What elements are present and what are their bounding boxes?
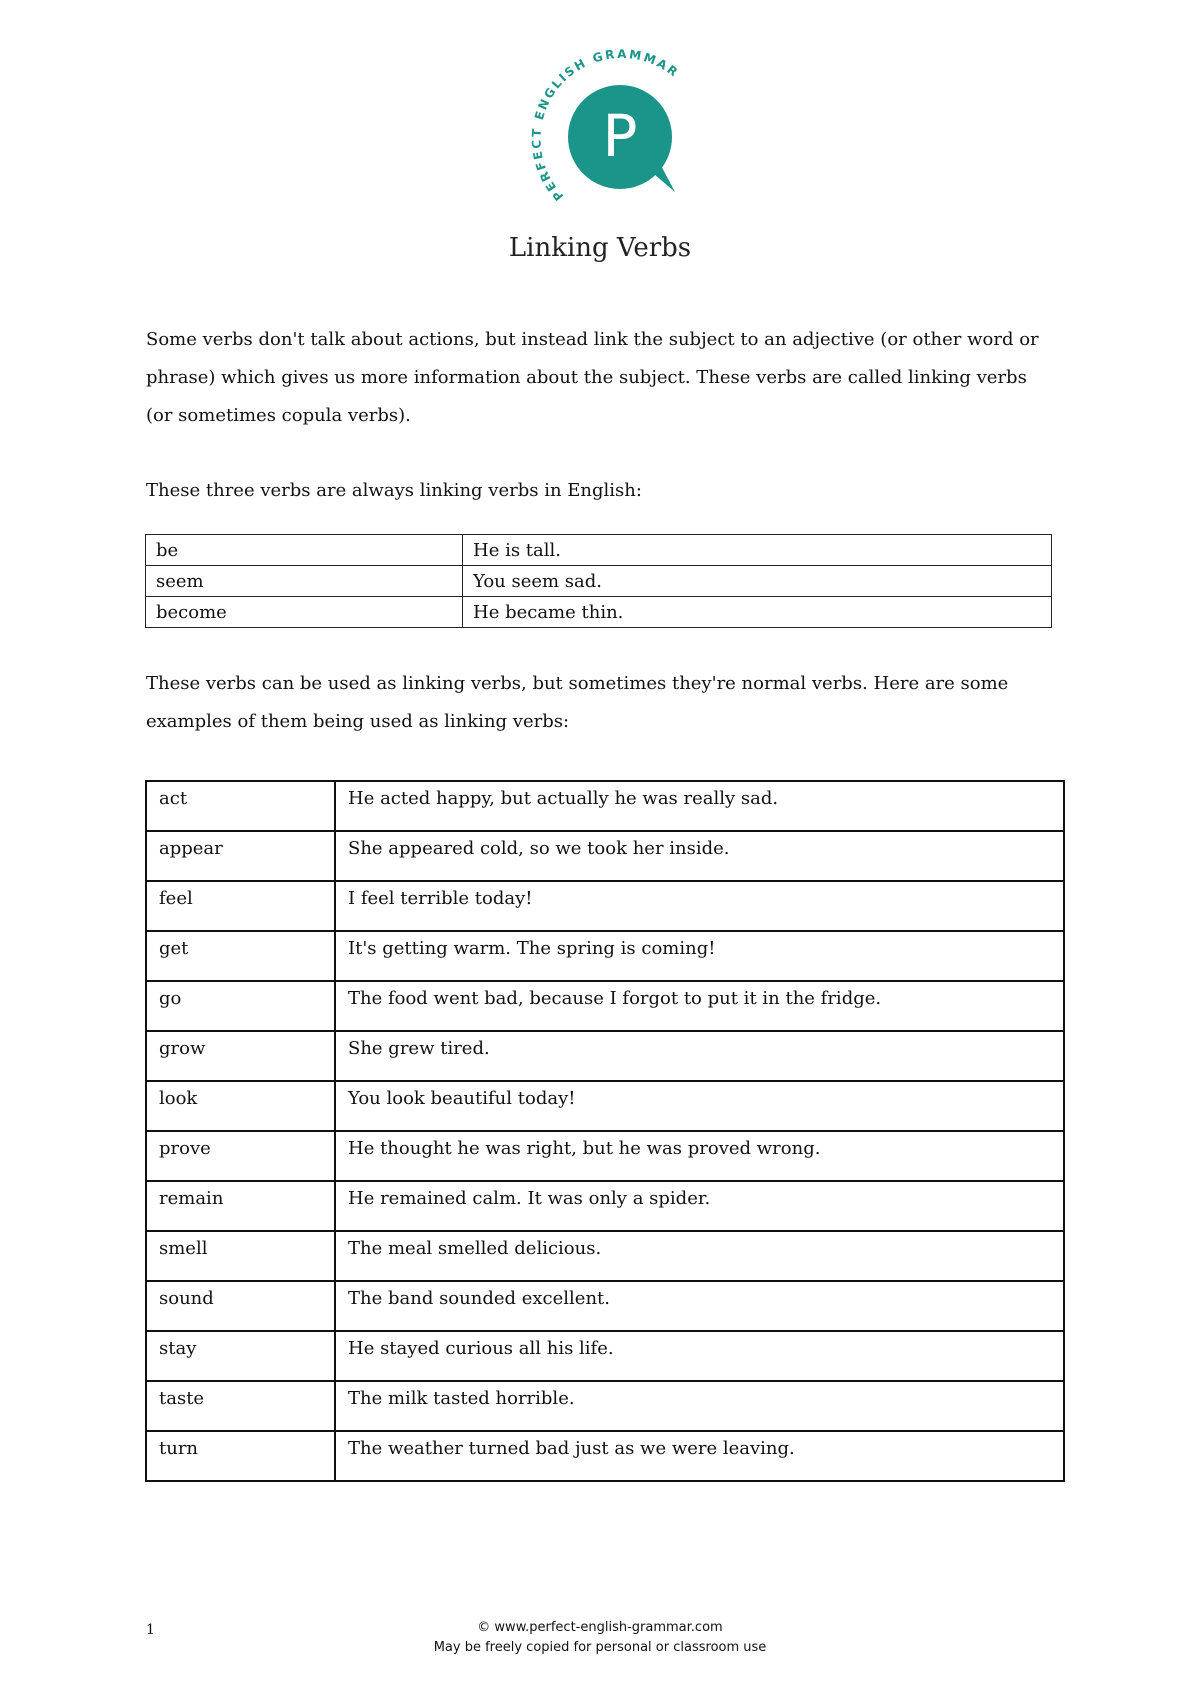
example-cell: It's getting warm. The spring is coming! <box>335 931 1064 981</box>
page-footer <box>0 1618 1200 1658</box>
verb-cell: grow <box>146 1031 335 1081</box>
page-number: 1 <box>146 1622 155 1638</box>
footer-copyright: © www.perfect-english-grammar.com <box>477 1620 723 1635</box>
verb-cell: taste <box>146 1381 335 1431</box>
logo-letter: P <box>602 102 638 170</box>
example-cell: You seem sad. <box>463 566 1052 597</box>
verb-cell: turn <box>146 1431 335 1481</box>
table-row <box>146 1331 1064 1381</box>
example-cell: The meal smelled delicious. <box>335 1231 1064 1281</box>
table-row <box>146 535 1052 566</box>
table-row <box>146 597 1052 628</box>
example-cell: She grew tired. <box>335 1031 1064 1081</box>
table-row <box>146 981 1064 1031</box>
logo-arc-text: PERFECT ENGLISH GRAMMAR <box>529 46 682 204</box>
verb-cell: smell <box>146 1231 335 1281</box>
verb-cell: act <box>146 781 335 831</box>
example-cell: You look beautiful today! <box>335 1081 1064 1131</box>
example-cell: The food went bad, because I forgot to put it in the fridge. <box>335 981 1064 1031</box>
verb-cell: go <box>146 981 335 1031</box>
verb-cell: be <box>146 535 463 566</box>
always-linking-intro: These three verbs are always linking verbs in English: <box>146 480 642 501</box>
table-row <box>146 931 1064 981</box>
example-cell: He acted happy, but actually he was really sad. <box>335 781 1064 831</box>
example-cell: I feel terrible today! <box>335 881 1064 931</box>
example-cell: The band sounded excellent. <box>335 1281 1064 1331</box>
example-cell: He became thin. <box>463 597 1052 628</box>
verb-cell: remain <box>146 1181 335 1231</box>
footer-note: May be freely copied for personal or classroom use <box>433 1640 767 1655</box>
verb-cell: appear <box>146 831 335 881</box>
example-cell: He is tall. <box>463 535 1052 566</box>
example-cell: He thought he was right, but he was proved wrong. <box>335 1131 1064 1181</box>
verb-cell: look <box>146 1081 335 1131</box>
table-row <box>146 1381 1064 1431</box>
table-row <box>146 1081 1064 1131</box>
table-row <box>146 566 1052 597</box>
table-row <box>146 881 1064 931</box>
always-linking-verbs-table <box>145 534 1052 628</box>
sometimes-linking-verbs-table <box>145 780 1065 1482</box>
table-row <box>146 831 1064 881</box>
verb-cell: seem <box>146 566 463 597</box>
verb-cell: sound <box>146 1281 335 1331</box>
verb-cell: prove <box>146 1131 335 1181</box>
table-row <box>146 1131 1064 1181</box>
verb-cell: stay <box>146 1331 335 1381</box>
verb-cell: get <box>146 931 335 981</box>
intro-paragraph: Some verbs don't talk about actions, but instead link the subject to an adjective (or other word or phrase) which gives us more information about the subject. These verbs are called linking verbs (or sometimes copula verbs). <box>146 329 1039 426</box>
example-cell: She appeared cold, so we took her inside. <box>335 831 1064 881</box>
page-title: Linking Verbs <box>508 233 692 263</box>
table-row <box>146 1281 1064 1331</box>
table-row <box>146 1231 1064 1281</box>
table-row <box>146 1431 1064 1481</box>
example-cell: He remained calm. It was only a spider. <box>335 1181 1064 1231</box>
example-cell: He stayed curious all his life. <box>335 1331 1064 1381</box>
sometimes-linking-intro: These verbs can be used as linking verbs, but sometimes they're normal verbs. Here are some examples of them being used as linking verbs: <box>146 673 1009 732</box>
perfect-english-grammar-logo <box>519 40 689 210</box>
table-row <box>146 781 1064 831</box>
table-row <box>146 1181 1064 1231</box>
example-cell: The weather turned bad just as we were leaving. <box>335 1431 1064 1481</box>
table-row <box>146 1031 1064 1081</box>
verb-cell: feel <box>146 881 335 931</box>
example-cell: The milk tasted horrible. <box>335 1381 1064 1431</box>
verb-cell: become <box>146 597 463 628</box>
